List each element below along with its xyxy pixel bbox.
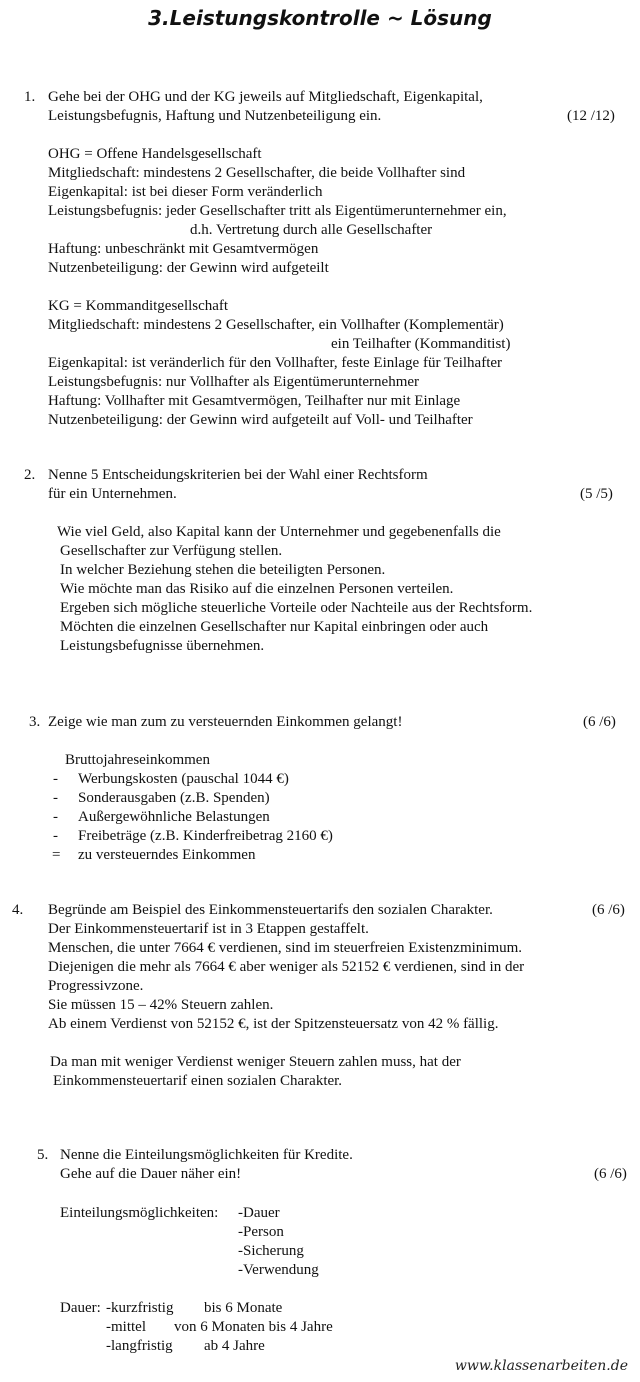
kg-line: ein Teilhafter (Kommanditist) — [331, 336, 511, 352]
ohg-line: OHG = Offene Handelsgesellschaft — [48, 146, 262, 162]
ohg-line: Leistungsbefugnis: jeder Gesellschafter tritt als Eigentümerunternehmer ein, — [48, 203, 507, 219]
answer-line: Diejenigen die mehr als 7664 € aber weniger als 52152 € verdienen, sind in der — [48, 959, 525, 975]
income-item: zu versteuerndes Einkommen — [78, 847, 256, 863]
kg-line: KG = Kommanditgesellschaft — [48, 298, 229, 314]
income-item: Sonderausgaben (z.B. Spenden) — [78, 790, 270, 806]
duration-label: Dauer: — [60, 1300, 101, 1316]
classification-option: -Person — [238, 1224, 284, 1240]
kg-line: Mitgliedschaft: mindestens 2 Gesellschafter, ein Vollhafter (Komplementär) — [48, 317, 504, 333]
duration-term: -kurzfristig — [106, 1300, 174, 1316]
question-1-number: 1. — [24, 89, 36, 105]
question-1-text: Leistungsbefugnis, Haftung und Nutzenbeteiligung ein. — [48, 108, 382, 124]
question-2-points: (5 /5) — [580, 486, 613, 502]
question-5-text: Gehe auf die Dauer näher ein! — [60, 1166, 242, 1182]
income-item: Freibeträge (z.B. Kinderfreibetrag 2160 €) — [78, 828, 333, 844]
question-1-points: (12 /12) — [567, 108, 615, 124]
question-2-text: für ein Unternehmen. — [48, 486, 177, 502]
income-item: Außergewöhnliche Belastungen — [78, 809, 270, 825]
income-operator: - — [53, 809, 58, 825]
question-3-number: 3. — [29, 714, 41, 730]
answer-line: Ergeben sich mögliche steuerliche Vorteile oder Nachteile aus der Rechtsform. — [60, 600, 533, 616]
kg-line: Haftung: Vollhafter mit Gesamtvermögen, Teilhafter nur mit Einlage — [48, 393, 461, 409]
question-3-points: (6 /6) — [583, 714, 616, 730]
question-5-text: Nenne die Einteilungsmöglichkeiten für Kredite. — [60, 1147, 353, 1163]
income-operator: - — [53, 771, 58, 787]
question-4-points: (6 /6) — [592, 902, 625, 918]
income-item: Werbungskosten (pauschal 1044 €) — [78, 771, 289, 787]
kg-line: Leistungsbefugnis: nur Vollhafter als Eigentümerunternehmer — [48, 374, 420, 390]
classification-option: -Verwendung — [238, 1262, 319, 1278]
question-5-number: 5. — [37, 1147, 49, 1163]
duration-range: bis 6 Monate — [204, 1300, 283, 1316]
ohg-line: Mitgliedschaft: mindestens 2 Gesellschafter, die beide Vollhafter sind — [48, 165, 466, 181]
question-2-text: Nenne 5 Entscheidungskriterien bei der Wahl einer Rechtsform — [48, 467, 428, 483]
duration-term: -langfristig — [106, 1338, 173, 1354]
question-4-text: Begründe am Beispiel des Einkommensteuertarifs den sozialen Charakter. — [48, 902, 493, 918]
income-start: Bruttojahreseinkommen — [65, 752, 210, 768]
answer-line: Sie müssen 15 – 42% Steuern zahlen. — [48, 997, 274, 1013]
answer-line: Wie möchte man das Risiko auf die einzelnen Personen verteilen. — [60, 581, 454, 597]
answer-line: Wie viel Geld, also Kapital kann der Unternehmer und gegebenenfalls die — [57, 524, 501, 540]
answer-line: Ab einem Verdienst von 52152 €, ist der Spitzensteuersatz von 42 % fällig. — [48, 1016, 499, 1032]
income-operator: - — [53, 790, 58, 806]
answer-line: Leistungsbefugnisse übernehmen. — [60, 638, 265, 654]
classification-label: Einteilungsmöglichkeiten: — [60, 1205, 219, 1221]
duration-term: -mittel — [106, 1319, 146, 1335]
page-title: 3.Leistungskontrolle ~ Lösung — [148, 6, 492, 30]
question-3-text: Zeige wie man zum zu versteuernden Einkommen gelangt! — [48, 714, 403, 730]
conclusion-line: Da man mit weniger Verdienst weniger Steuern zahlen muss, hat der — [50, 1054, 461, 1070]
ohg-line: Nutzenbeteiligung: der Gewinn wird aufgeteilt — [48, 260, 329, 276]
classification-option: -Sicherung — [238, 1243, 304, 1259]
answer-line: Progressivzone. — [48, 978, 144, 994]
classification-option: -Dauer — [238, 1205, 280, 1221]
income-operator: = — [52, 847, 61, 863]
ohg-line: d.h. Vertretung durch alle Gesellschafter — [190, 222, 433, 238]
answer-line: In welcher Beziehung stehen die beteiligten Personen. — [60, 562, 386, 578]
answer-line: Gesellschafter zur Verfügung stellen. — [60, 543, 283, 559]
question-4-number: 4. — [12, 902, 24, 918]
answer-line: Menschen, die unter 7664 € verdienen, sind im steuerfreien Existenzminimum. — [48, 940, 523, 956]
answer-line: Der Einkommensteuertarif ist in 3 Etappen gestaffelt. — [48, 921, 369, 937]
kg-line: Nutzenbeteiligung: der Gewinn wird aufgeteilt auf Voll- und Teilhafter — [48, 412, 473, 428]
conclusion-line: Einkommensteuertarif einen sozialen Charakter. — [53, 1073, 343, 1089]
question-2-number: 2. — [24, 467, 36, 483]
duration-range: von 6 Monaten bis 4 Jahre — [174, 1319, 333, 1335]
question-1-text: Gehe bei der OHG und der KG jeweils auf Mitgliedschaft, Eigenkapital, — [48, 89, 483, 105]
kg-line: Eigenkapital: ist veränderlich für den Vollhafter, feste Einlage für Teilhafter — [48, 355, 503, 371]
duration-range: ab 4 Jahre — [204, 1338, 265, 1354]
question-5-points: (6 /6) — [594, 1166, 627, 1182]
income-operator: - — [53, 828, 58, 844]
footer-url: www.klassenarbeiten.de — [454, 1358, 628, 1374]
ohg-line: Eigenkapital: ist bei dieser Form veränderlich — [48, 184, 323, 200]
ohg-line: Haftung: unbeschränkt mit Gesamtvermögen — [48, 241, 319, 257]
answer-line: Möchten die einzelnen Gesellschafter nur Kapital einbringen oder auch — [60, 619, 489, 635]
